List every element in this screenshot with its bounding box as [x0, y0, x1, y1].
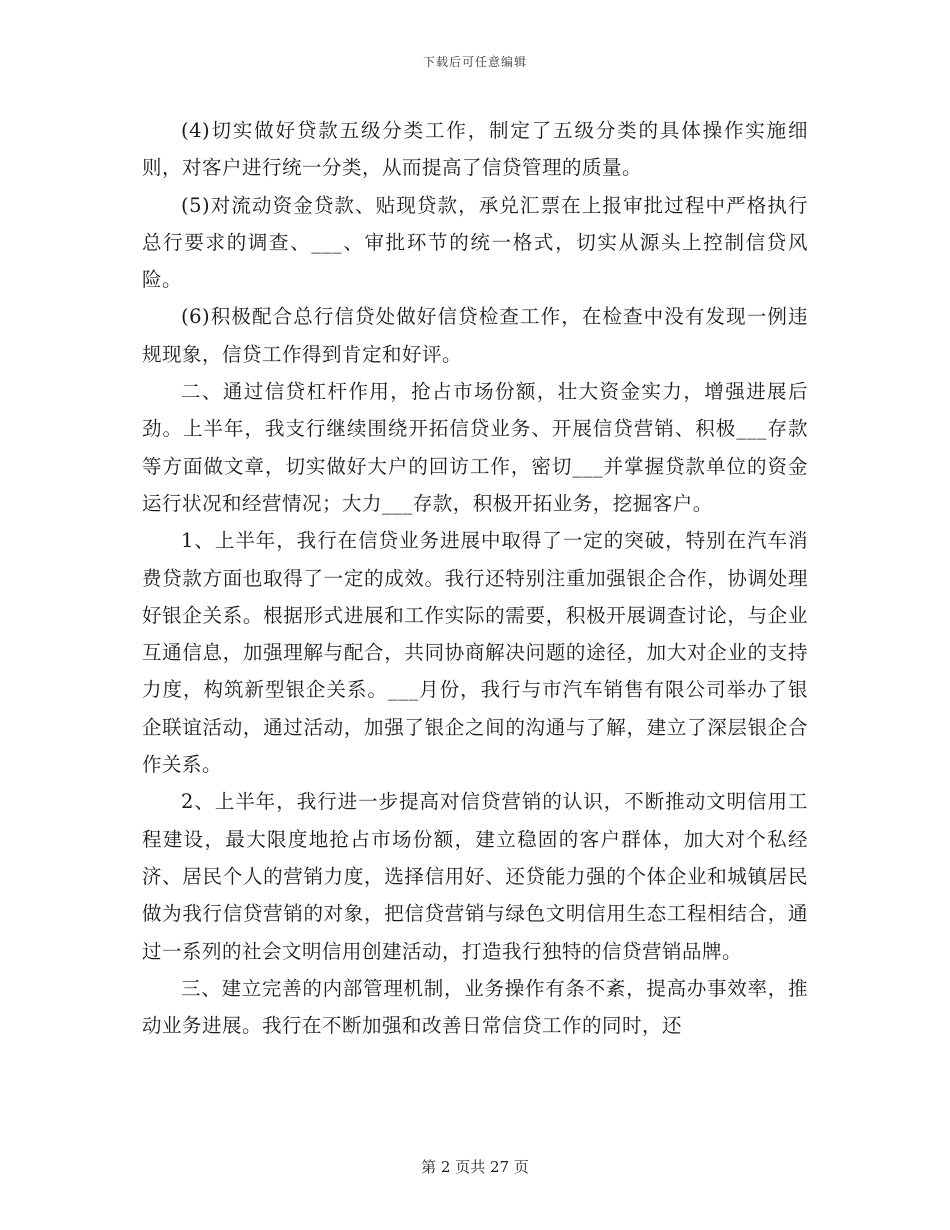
paragraph-item-1: 1、上半年，我行在信贷业务进展中取得了一定的突破，特别在汽车消费贷款方面也取得了一定的成效。我行还特别注重加强银企合作，协调处理好银企关系。根据形式进展和工作实际的需要，积极开展调查讨论，与企业互通信息，加强理解与配合，共同协商解决问题的途径，加大对企业的支持力度，构筑新型银企关系。___月份，我行与市汽车销售有限公司举办了银企联谊活动，通过活动，加强了银企之间的沟通与了解，建立了深层银企合作关系。	[142, 529, 808, 777]
page-header-note: 下载后可任意编辑	[422, 55, 527, 69]
paragraph-item-2: 2、上半年，我行进一步提高对信贷营销的认识，不断推动文明信用工程建设，最大限度地抢占市场份额，建立稳固的客户群体，加大对个私经济、居民个人的营销力度，选择信用好、还贷能力强的个体企业和城镇居民做为我行信贷营销的对象，把信贷营销与绿色文明信用生态工程相结合，通过一系列的社会文明信用创建活动，打造我行独特的信贷营销品牌。	[142, 790, 808, 963]
paragraph-6-inspection: (6)积极配合总行信贷处做好信贷检查工作，在检查中没有发现一例违规现象，信贷工作得到肯定和好评。	[142, 305, 808, 366]
document-body	[142, 112, 808, 1044]
paragraph-5-approval: (5)对流动资金贷款、贴现贷款，承兑汇票在上报审批过程中严格执行总行要求的调查、___、审批环节的统一格式，切实从源头上控制信贷风险。	[142, 193, 808, 292]
paragraph-4-classification: (4)切实做好贷款五级分类工作，制定了五级分类的具体操作实施细则，对客户进行统一分类，从而提高了信贷管理的质量。	[142, 119, 808, 180]
paragraph-section-3: 三、建立完善的内部管理机制，业务操作有条不紊，提高办事效率，推动业务进展。我行在不断加强和改善日常信贷工作的同时，还	[142, 976, 808, 1038]
paragraph-section-2: 二、通过信贷杠杆作用，抢占市场份额，壮大资金实力，增强进展后劲。上半年，我支行继续围绕开拓信贷业务、开展信贷营销、积极___存款等方面做文章，切实做好大户的回访工作，密切___并掌握贷款单位的资金运行状况和经营情况；大力___存款，积极开拓业务，挖掘客户。	[142, 380, 808, 515]
page-number-footer: 第 2 页共 27 页	[421, 1158, 529, 1176]
